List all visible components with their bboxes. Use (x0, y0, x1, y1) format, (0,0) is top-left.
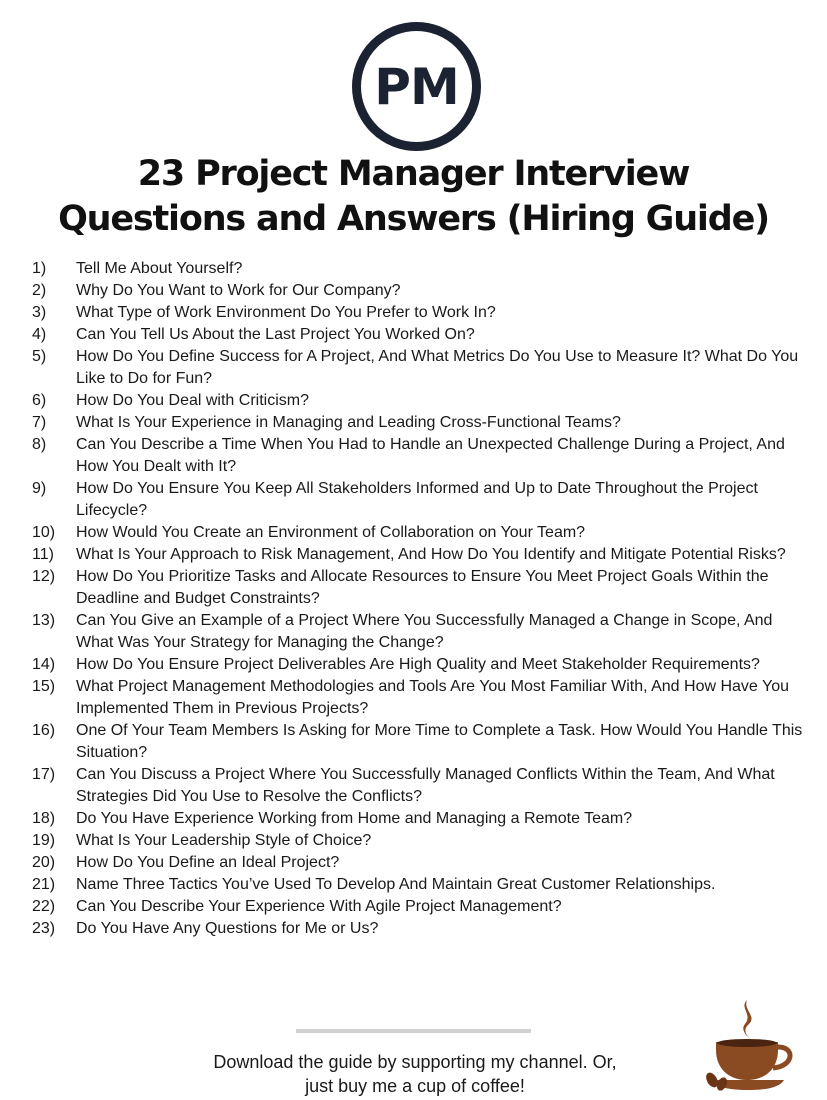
question-item (32, 830, 807, 852)
question-text: How Do You Prioritize Tasks and Allocate Resources to Ensure You Meet Project Goals Within the Deadline and Budget Constraints? (76, 568, 769, 607)
question-item (32, 610, 807, 654)
page-title-line-1: 23 Project Manager Interview (137, 154, 690, 194)
question-item (32, 302, 807, 324)
question-number: 10) (32, 524, 56, 541)
footer-text (180, 1050, 650, 1098)
question-number: 15) (32, 678, 56, 695)
question-number: 9) (32, 480, 47, 497)
question-text: How Do You Define Success for A Project, And What Metrics Do You Use to Measure It? What Do You Like to Do for Fun? (76, 348, 799, 387)
question-item (32, 544, 807, 566)
question-text: What Is Your Approach to Risk Management, And How Do You Identify and Mitigate Potential Risks? (76, 546, 786, 563)
question-text: Can You Discuss a Project Where You Successfully Managed Conflicts Within the Team, And What Strategies Did You Use to Resolve the Conflicts? (76, 766, 775, 805)
page-title-line-2: Questions and Answers (Hiring Guide) (58, 199, 769, 239)
question-text: What Is Your Experience in Managing and Leading Cross-Functional Teams? (76, 414, 621, 431)
question-number: 1) (32, 260, 47, 277)
question-text: How Do You Ensure You Keep All Stakeholders Informed and Up to Date Throughout the Project Lifecycle? (76, 480, 758, 519)
question-number: 7) (32, 414, 47, 431)
footer-line-1: Download the guide by supporting my channel. Or, (213, 1052, 617, 1072)
question-number: 4) (32, 326, 47, 343)
question-number: 20) (32, 854, 56, 871)
question-item (32, 676, 807, 720)
question-item (32, 852, 807, 874)
question-number: 6) (32, 392, 47, 409)
cup-body (716, 1042, 778, 1080)
question-item (32, 808, 807, 830)
question-item (32, 874, 807, 896)
question-text: How Would You Create an Environment of Collaboration on Your Team? (76, 524, 586, 541)
question-text: Do You Have Any Questions for Me or Us? (76, 920, 379, 937)
question-number: 21) (32, 876, 56, 893)
page-title (0, 152, 827, 242)
question-text: Tell Me About Yourself? (76, 260, 243, 277)
question-number: 14) (32, 656, 56, 673)
question-text: What Type of Work Environment Do You Prefer to Work In? (76, 304, 496, 321)
question-number: 22) (32, 898, 56, 915)
question-text: Can You Tell Us About the Last Project You Worked On? (76, 326, 475, 343)
question-item (32, 434, 807, 478)
question-text: Name Three Tactics You’ve Used To Develop And Maintain Great Customer Relationships. (76, 876, 716, 893)
question-number: 12) (32, 568, 56, 585)
question-item (32, 324, 807, 346)
question-text: Do You Have Experience Working from Home and Managing a Remote Team? (76, 810, 633, 827)
coffee-surface (717, 1039, 777, 1047)
question-item (32, 346, 807, 390)
coffee-cup-icon[interactable] (700, 996, 796, 1094)
question-item (32, 280, 807, 302)
question-item (32, 522, 807, 544)
question-item (32, 896, 807, 918)
pm-logo (352, 22, 481, 151)
question-text: How Do You Ensure Project Deliverables Are High Quality and Meet Stakeholder Requirements? (76, 656, 760, 673)
pm-logo-text: PM (374, 57, 459, 116)
question-text: Why Do You Want to Work for Our Company? (76, 282, 401, 299)
question-number: 11) (32, 546, 54, 563)
question-text: One Of Your Team Members Is Asking for More Time to Complete a Task. How Would You Handle This Situation? (76, 722, 803, 761)
steam-icon (743, 1000, 751, 1040)
question-number: 23) (32, 920, 56, 937)
question-number: 18) (32, 810, 56, 827)
question-number: 19) (32, 832, 56, 849)
question-text: What Is Your Leadership Style of Choice? (76, 832, 372, 849)
question-number: 3) (32, 304, 47, 321)
question-item (32, 412, 807, 434)
question-item (32, 566, 807, 610)
question-item (32, 478, 807, 522)
question-text: Can You Describe a Time When You Had to Handle an Unexpected Challenge During a Project, And How You Dealt with It? (76, 436, 785, 475)
question-text: How Do You Define an Ideal Project? (76, 854, 340, 871)
question-text: Can You Give an Example of a Project Where You Successfully Managed a Change in Scope, And What Was Your Strategy for Managing the Change? (76, 612, 773, 651)
question-number: 8) (32, 436, 47, 453)
question-item (32, 390, 807, 412)
question-text: How Do You Deal with Criticism? (76, 392, 309, 409)
question-number: 17) (32, 766, 56, 783)
question-number: 13) (32, 612, 56, 629)
question-item (32, 258, 807, 280)
question-item (32, 654, 807, 676)
questions-list (32, 258, 807, 940)
question-number: 5) (32, 348, 47, 365)
footer-line-2: just buy me a cup of coffee! (305, 1076, 525, 1096)
question-text: What Project Management Methodologies and Tools Are You Most Familiar With, And How Have You Implemented Them in Previous Projects? (76, 678, 789, 717)
question-text: Can You Describe Your Experience With Agile Project Management? (76, 898, 562, 915)
question-item (32, 720, 807, 764)
question-item (32, 918, 807, 940)
divider (296, 1029, 531, 1033)
question-number: 2) (32, 282, 47, 299)
question-number: 16) (32, 722, 56, 739)
question-item (32, 764, 807, 808)
